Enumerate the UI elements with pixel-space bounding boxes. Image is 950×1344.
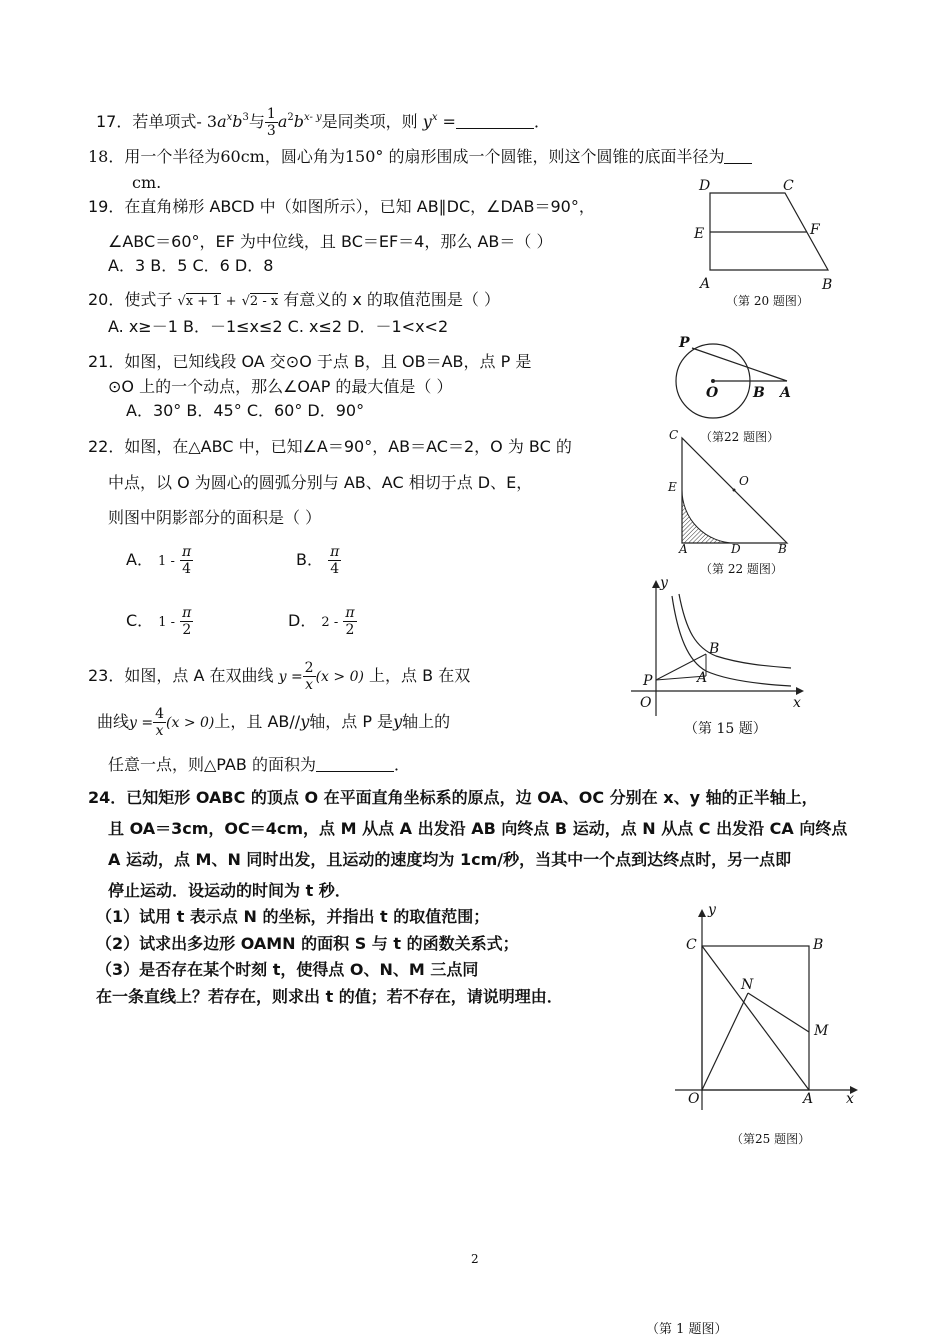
sqrt-1: √x + 1 xyxy=(177,294,221,309)
fig22-caption-bottom: （第 22 题图） xyxy=(700,562,783,576)
q20-options: A. x≥－1 B．－1≤x≤2 C. x≤2 D．－1<x<2 xyxy=(108,317,449,336)
curve-outer xyxy=(679,594,791,668)
label-o: O xyxy=(688,1091,700,1107)
label-n: N xyxy=(741,977,754,993)
label-a: A xyxy=(697,670,708,686)
q18-line2: cm. xyxy=(132,173,162,192)
figure-circle xyxy=(670,338,800,428)
q21-line2: ⊙O 上的一个动点，那么∠OAP 的最大值是（ ） xyxy=(108,377,453,396)
label-b: B xyxy=(753,385,765,401)
q21-line1: 21．如图，已知线段 OA 交⊙O 于点 B，且 OB＝AB，点 P 是 xyxy=(88,352,532,371)
q24-line1: 24．已知矩形 OABC 的顶点 O 在平面直角坐标系的原点，边 OA、OC 分别在 x、y 轴的正半轴上， xyxy=(88,788,818,807)
label-c: C xyxy=(686,937,697,953)
q22-option-b: B． $\frac{\pi}{4}$ xyxy=(296,544,340,577)
figure-rectangle xyxy=(670,905,870,1125)
label-p: P xyxy=(679,335,690,351)
q22-option-c: C． 1 - $\frac{\pi}{2}$ xyxy=(126,605,192,638)
segment-nm xyxy=(748,993,809,1032)
q23-line1: 23．如图，点 A 在双曲线 y = $\frac{2}{x}$ (x > 0) 上，点 B 在双 xyxy=(88,660,471,693)
label-p: P xyxy=(643,673,653,689)
midpoint-o xyxy=(733,489,736,492)
label-y: y xyxy=(708,902,716,918)
curve-inner xyxy=(672,596,791,686)
q24-sub1: （1）试用 t 表示点 N 的坐标，并指出 t 的取值范围； xyxy=(96,907,490,926)
q17-line: 17．若单项式- $3a^xb^3$与 $\frac{1}{3}$ $a^2b^{x- y}$是同类项，则 $y^x$ = ． xyxy=(96,106,550,139)
label-x: x xyxy=(846,1091,854,1107)
label-y: y xyxy=(660,575,668,591)
label-x: x xyxy=(793,695,801,711)
diagonal-ca xyxy=(702,946,809,1090)
q24-sub3a: （3）是否存在某个时刻 t，使得点 O、N、M 三点同 xyxy=(96,960,479,979)
q23-line2: 曲线y = $\frac{4}{x}$ (x > 0)上，且 AB//y轴，点 P 是y轴上的 xyxy=(97,706,451,739)
label-b: B xyxy=(709,641,720,657)
q22-line1: 22．如图，在△ABC 中，已知∠A＝90°，AB＝AC＝2，O 为 BC 的 xyxy=(88,437,572,456)
fraction-one-third: $\frac{1}{3}$ xyxy=(266,106,276,139)
answer-blank[interactable] xyxy=(456,112,534,129)
segment-pa xyxy=(692,348,787,381)
label-b: B xyxy=(813,937,824,953)
footer-caption: （第 1 题图） xyxy=(646,1322,728,1337)
label-o: O xyxy=(739,474,749,488)
q22-option-a: A． 1 - $\frac{\pi}{4}$ xyxy=(126,544,192,577)
label-a: A xyxy=(679,542,688,556)
shaded-region xyxy=(682,490,735,543)
label-a: A xyxy=(803,1091,814,1107)
q21-options: A．30° B．45° C．60° D．90° xyxy=(126,401,365,420)
q24-sub2: （2）试求出多边形 OAMN 的面积 S 与 t 的函数关系式； xyxy=(96,934,519,953)
fig15-caption: （第 15 题） xyxy=(684,721,767,737)
figure-trapezoid xyxy=(690,178,870,308)
fig20-caption: （第 20 题图） xyxy=(726,294,809,308)
sqrt-2: √2 - x xyxy=(241,294,279,309)
label-a: A xyxy=(780,385,791,401)
q24-line4: 停止运动．设运动的时间为 t 秒． xyxy=(108,881,351,900)
label-b: B xyxy=(778,542,787,556)
label-b: B xyxy=(822,277,833,293)
label-a: A xyxy=(700,276,711,292)
q20-line: 20．使式子 √x + 1 + √2 - x 有意义的 x 的取值范围是（ ） xyxy=(88,290,501,309)
q22-line2: 中点，以 O 为圆心的圆弧分别与 AB、AC 相切于点 D、E， xyxy=(108,473,533,492)
figure-triangle xyxy=(676,432,796,552)
label-f: F xyxy=(810,222,820,238)
q19-options: A．3 B．5 C．6 D．8 xyxy=(108,256,274,275)
q18-line1: 18．用一个半径为60cm，圆心角为150° 的扇形围成一个圆锥，则这个圆锥的底面半径为 xyxy=(88,147,752,167)
label-e: E xyxy=(668,480,677,494)
label-c: C xyxy=(669,428,679,442)
label-d: D xyxy=(699,178,711,194)
q22-line3: 则图中阴影部分的面积是（ ） xyxy=(108,508,322,527)
fig22-caption-top: （第22 题图） xyxy=(700,430,780,444)
label-c: C xyxy=(783,178,794,194)
label-m: M xyxy=(814,1023,829,1039)
q19-line2: ∠ABC＝60°，EF 为中位线，且 BC＝EF＝4，那么 AB＝（ ） xyxy=(108,232,553,251)
q24-line2: 且 OA＝3cm，OC＝4cm，点 M 从点 A 出发沿 AB 向终点 B 运动，点 N 从点 C 出发沿 CA 向终点 xyxy=(108,819,848,838)
q23-line3: 任意一点，则△PAB 的面积为 ． xyxy=(108,755,410,774)
segment-on xyxy=(702,993,748,1090)
label-o: O xyxy=(706,385,719,401)
answer-blank[interactable] xyxy=(724,147,752,164)
label-e: E xyxy=(694,226,705,242)
label-d: D xyxy=(731,542,741,556)
q24-sub3b: 在一条直线上？若存在，则求出 t 的值；若不存在，请说明理由． xyxy=(96,987,563,1006)
answer-blank[interactable] xyxy=(316,755,394,772)
q19-line1: 19．在直角梯形 ABCD 中（如图所示），已知 AB∥DC，∠DAB＝90°， xyxy=(88,197,595,216)
label-o: O xyxy=(640,695,652,711)
page-number: 2 xyxy=(471,1252,479,1266)
q24-line3: A 运动，点 M、N 同时出发，且运动的速度均为 1cm/秒，当其中一个点到达终点时，另一点即 xyxy=(108,850,792,869)
center-dot xyxy=(711,379,715,383)
fig25-caption: （第25 题图） xyxy=(731,1132,811,1146)
q22-option-d: D． 2 - $\frac{\pi}{2}$ xyxy=(288,605,355,638)
